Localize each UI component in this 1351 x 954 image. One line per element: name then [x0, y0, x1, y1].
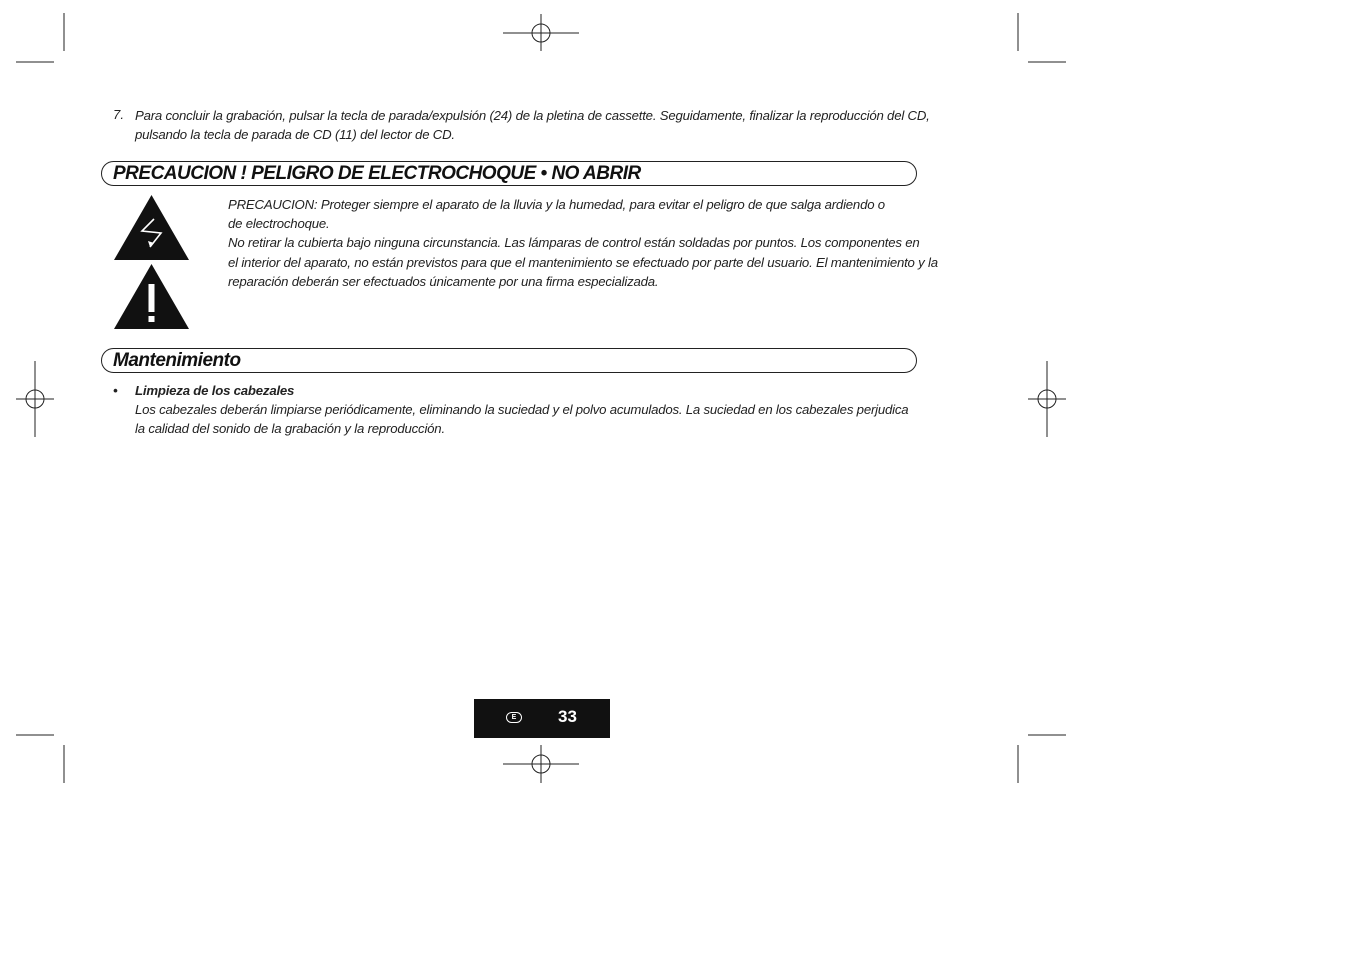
maintenance-line-2: la calidad del sonido de la grabación y la reproducción. [135, 421, 445, 436]
warning-heading-box [101, 161, 917, 186]
warning-line-4: el interior del aparato, no están previstos para que el mantenimiento se efectuado por parte del usuario. El mantenimiento y la [228, 255, 938, 270]
warning-line-5: reparación deberán ser efectuados únicamente por una firma especializada. [228, 274, 659, 289]
step-7-line-1: Para concluir la grabación, pulsar la tecla de parada/expulsión (24) de la pletina de cassette. Seguidamente, finalizar la reproducción del CD, [135, 108, 930, 123]
step-7-line-2: pulsando la tecla de parada de CD (11) del lector de CD. [135, 127, 455, 142]
maintenance-heading: Mantenimiento [113, 350, 241, 371]
warning-heading: PRECAUCION ! PELIGRO DE ELECTROCHOQUE • NO ABRIR [113, 163, 641, 184]
bullet: • [113, 383, 118, 398]
maintenance-line-1: Los cabezales deberán limpiarse periódicamente, eliminando la suciedad y el polvo acumulados. La suciedad en los cabezales perjudica [135, 402, 909, 417]
page-number: 33 [558, 707, 577, 726]
maintenance-subheading: Limpieza de los cabezales [135, 383, 295, 398]
exclamation-warning-icon [114, 264, 189, 329]
warning-line-1: PRECAUCION: Proteger siempre el aparato de la lluvia y la humedad, para evitar el peligro de que salga ardiendo o [228, 197, 885, 212]
page-number-box [474, 699, 610, 738]
maintenance-heading-box [101, 348, 917, 373]
lightning-warning-icon [114, 195, 189, 260]
step-number: 7. [113, 107, 124, 122]
warning-line-2: de electrochoque. [228, 216, 330, 231]
warning-line-3: No retirar la cubierta bajo ninguna circunstancia. Las lámparas de control están soldadas por puntos. Los componentes en [228, 235, 920, 250]
language-badge: E [506, 712, 522, 723]
